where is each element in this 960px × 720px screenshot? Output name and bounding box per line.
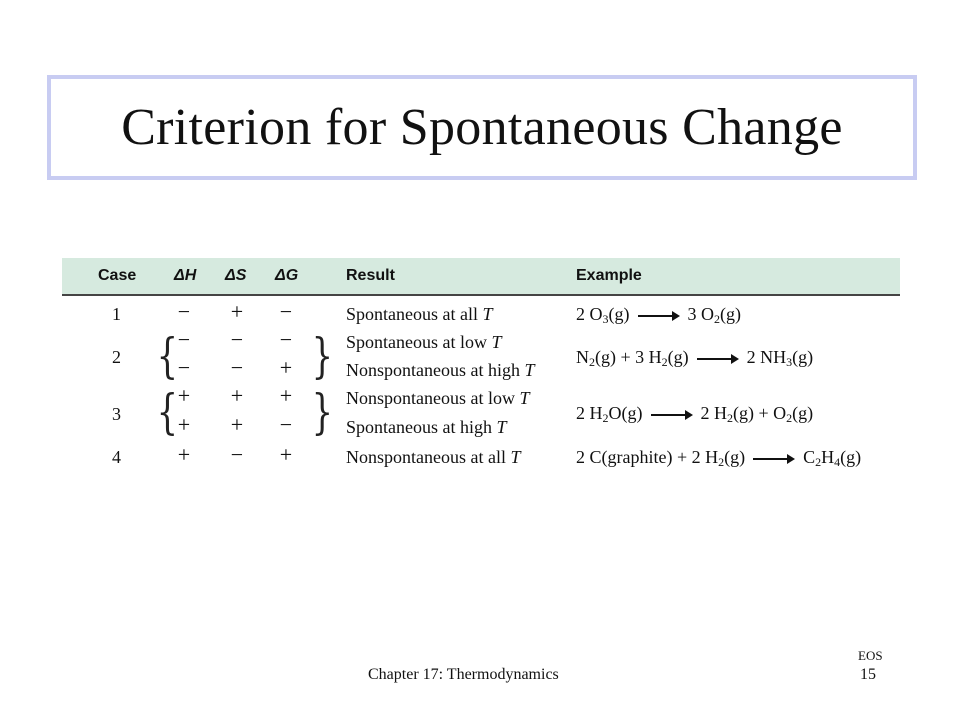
ds-sign: − — [230, 327, 244, 352]
right-brace-icon: } — [311, 328, 333, 384]
result-text: Nonspontaneous at low T — [346, 388, 530, 408]
result-text: Spontaneous at high T — [346, 417, 507, 437]
case-number: 3 — [112, 404, 121, 424]
chapter-footer: Chapter 17: Thermodynamics — [368, 666, 559, 683]
dg-sign: + — [279, 383, 293, 408]
example-equation: 2 $H_2O(g)$ 2 $H_2(g) + O_2(g)$ — [576, 403, 814, 425]
ds-sign: + — [230, 412, 244, 437]
slide-title: Criterion for Spontaneous Change — [121, 99, 843, 156]
dh-sign: + — [177, 383, 191, 408]
dh-sign: − — [177, 355, 191, 380]
result-text: Spontaneous at all T — [346, 304, 493, 324]
dh-sign: − — [177, 299, 191, 324]
ds-sign: − — [230, 442, 244, 467]
ds-sign: + — [230, 299, 244, 324]
header-dh: ΔH — [174, 267, 197, 284]
reaction-arrow-icon — [753, 454, 795, 464]
dh-sign: + — [177, 442, 191, 467]
reaction-arrow-icon — [697, 354, 739, 364]
example-equation: $N_2(g) + 3$ $H_2(g)$ 2 $NH_3(g)$ — [576, 347, 814, 369]
example-equation: 2 C(graphite) + 2 $H_2(g)$ $C_2H_4(g)$ — [576, 447, 862, 469]
page-number: 15 — [860, 666, 876, 683]
dg-sign: + — [279, 442, 293, 467]
dh-sign: + — [177, 412, 191, 437]
title-box — [47, 75, 917, 180]
header-example: Example — [576, 267, 642, 284]
result-text: Spontaneous at low T — [346, 332, 502, 352]
dg-sign: − — [279, 327, 293, 352]
dg-sign: − — [279, 299, 293, 324]
dg-sign: + — [279, 355, 293, 380]
reaction-arrow-icon — [651, 410, 693, 420]
reaction-arrow-icon — [638, 311, 680, 321]
ds-sign: − — [230, 355, 244, 380]
right-brace-icon: } — [311, 384, 333, 440]
left-brace-icon: { — [156, 384, 178, 440]
left-brace-icon: { — [156, 328, 178, 384]
header-dg: ΔG — [275, 267, 299, 284]
header-case: Case — [98, 267, 137, 284]
header-ds: ΔS — [225, 267, 247, 284]
header-result: Result — [346, 267, 395, 284]
dg-sign: − — [279, 412, 293, 437]
result-text: Nonspontaneous at high T — [346, 360, 535, 380]
example-equation: 2 $O_3(g)$ 3 $O_2(g)$ — [576, 304, 741, 326]
eos-label: EOS — [858, 648, 883, 663]
ds-sign: + — [230, 383, 244, 408]
case-number: 2 — [112, 347, 121, 367]
spontaneity-table — [62, 258, 900, 470]
result-text: Nonspontaneous at all T — [346, 447, 521, 467]
case-number: 4 — [112, 447, 121, 467]
dh-sign: − — [177, 327, 191, 352]
table-header — [62, 258, 900, 296]
case-number: 1 — [112, 304, 121, 324]
